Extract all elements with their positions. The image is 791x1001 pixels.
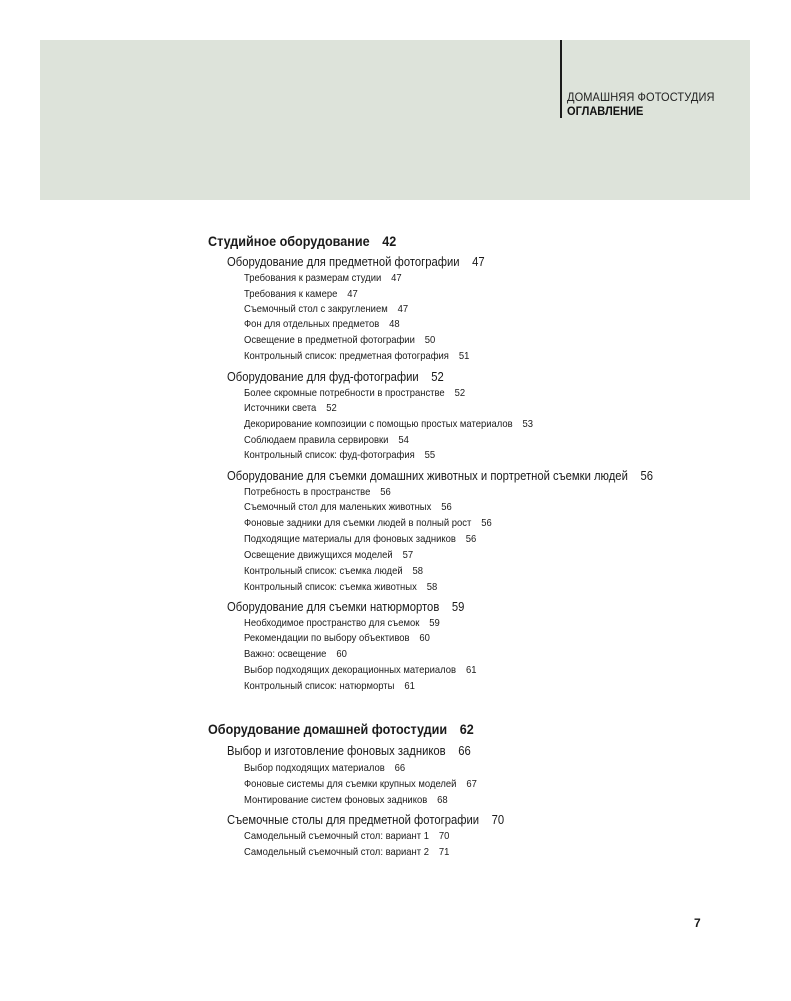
toc-entry-level-3[interactable] [244,517,492,529]
toc-entry-level-1[interactable] [208,233,396,249]
page-number: 7 [694,916,701,930]
toc-entry-page: 66 [458,744,471,758]
toc-entry-page: 48 [389,318,400,330]
toc-entry-level-3[interactable] [244,830,449,842]
header-divider [560,40,562,118]
toc-entry-title: Самодельный съемочный стол: вариант 1 [244,830,429,842]
toc-entry-level-3[interactable] [244,549,413,561]
toc-entry-title: Требования к камере [244,288,338,300]
toc-entry-page: 59 [429,617,440,629]
toc-entry-level-3[interactable] [244,794,448,806]
toc-entry-title: Фон для отдельных предметов [244,318,380,330]
toc-entry-level-3[interactable] [244,303,408,315]
toc-entry-level-3[interactable] [244,334,435,346]
toc-entry-level-3[interactable] [244,272,402,284]
toc-entry-page: 47 [347,288,358,300]
toc-entry-title: Более скромные потребности в пространстве [244,387,445,399]
book-title: ДОМАШНЯЯ ФОТОСТУДИЯ [567,90,715,104]
toc-entry-title: Контрольный список: фуд-фотография [244,449,415,461]
toc-entry-level-3[interactable] [244,846,449,858]
toc-entry-page: 68 [437,794,448,806]
toc-entry-title: Потребность в пространстве [244,486,371,498]
toc-entry-level-3[interactable] [244,288,358,300]
toc-entry-page: 52 [431,370,444,384]
toc-entry-page: 67 [466,778,477,790]
toc-entry-level-3[interactable] [244,533,476,545]
toc-entry-level-3[interactable] [244,418,533,430]
toc-entry-page: 71 [438,846,450,858]
toc-entry-title: Подходящие материалы для фоновых задников [244,533,456,545]
toc-entry-title: Монтирование систем фоновых задников [244,794,428,806]
toc-entry-level-3[interactable] [244,449,435,461]
toc-entry-level-3[interactable] [244,680,415,692]
toc-entry-page: 70 [438,830,450,842]
toc-entry-page: 66 [394,762,406,774]
toc-entry-page: 47 [391,272,402,284]
toc-entry-title: Фоновые системы для съемки крупных моделей [244,778,457,790]
toc-entry-page: 58 [426,581,438,593]
toc-entry-level-3[interactable] [244,565,423,577]
toc-entry-title: Оборудование для съемки домашних животных и портретной съемки людей [227,469,628,483]
toc-entry-level-3[interactable] [244,402,337,414]
toc-entry-level-2[interactable] [227,255,485,269]
toc-entry-title: Выбор подходящих материалов [244,762,385,774]
toc-entry-title: Требования к размерам студии [244,272,382,284]
toc-entry-level-3[interactable] [244,617,440,629]
toc-entry-title: Источники света [244,402,317,414]
toc-entry-page: 57 [402,549,414,561]
toc-entry-title: Оборудование для съемки натюрмортов [227,600,440,614]
toc-entry-page: 61 [404,680,415,692]
toc-entry-title: Фоновые задники для съемки людей в полный рост [244,517,472,529]
toc-entry-title: Оборудование для фуд-фотографии [227,370,419,384]
toc-entry-page: 55 [424,449,436,461]
toc-entry-title: Выбор и изготовление фоновых задников [227,744,446,758]
toc-entry-level-3[interactable] [244,648,347,660]
toc-entry-page: 56 [441,501,452,513]
toc-entry-page: 61 [465,664,477,676]
toc-entry-level-3[interactable] [244,486,391,498]
toc-entry-page: 56 [640,469,653,483]
toc-entry-level-3[interactable] [244,581,437,593]
toc-entry-level-2[interactable] [227,370,444,384]
toc-entry-title: Соблюдаем правила сервировки [244,434,389,446]
section-title: ОГЛАВЛЕНИЕ [567,104,644,118]
toc-entry-title: Освещение движущихся моделей [244,549,393,561]
toc-entry-level-3[interactable] [244,350,469,362]
toc-entry-title: Студийное оборудование [208,233,370,249]
toc-entry-page: 56 [481,517,492,529]
toc-entry-page: 60 [419,632,430,644]
toc-entry-page: 42 [382,233,397,249]
toc-entry-level-3[interactable] [244,762,405,774]
toc-entry-title: Освещение в предметной фотографии [244,334,415,346]
toc-entry-level-2[interactable] [227,813,504,827]
toc-entry-level-2[interactable] [227,469,653,483]
toc-entry-level-3[interactable] [244,664,476,676]
toc-entry-title: Съемочный стол с закруглением [244,303,388,315]
toc-entry-title: Оборудование домашней фотостудии [208,721,448,737]
toc-entry-title: Оборудование для предметной фотографии [227,255,460,269]
toc-entry-page: 70 [491,813,505,827]
toc-entry-level-3[interactable] [244,318,400,330]
toc-entry-page: 54 [398,434,409,446]
toc-entry-level-2[interactable] [227,600,464,614]
toc-entry-level-2[interactable] [227,744,471,758]
toc-entry-page: 52 [454,387,466,399]
toc-entry-page: 60 [336,648,347,660]
toc-entry-title: Важно: освещение [244,648,327,660]
toc-entry-page: 47 [472,255,485,269]
toc-entry-page: 56 [380,486,391,498]
toc-entry-level-3[interactable] [244,501,452,513]
toc-entry-title: Контрольный список: съемка животных [244,581,417,593]
toc-entry-level-3[interactable] [244,387,465,399]
toc-entry-title: Контрольный список: съемка людей [244,565,403,577]
toc-entry-level-3[interactable] [244,778,477,790]
toc-entry-title: Выбор подходящих декорационных материалов [244,664,457,676]
toc-entry-page: 53 [522,418,534,430]
toc-entry-title: Необходимое пространство для съемок [244,617,420,629]
toc-entry-title: Рекомендации по выбору объективов [244,632,410,644]
toc-entry-level-1[interactable] [208,721,474,737]
toc-entry-title: Декорирование композиции с помощью простых материалов [244,418,513,430]
toc-entry-title: Съемочные столы для предметной фотографии [227,813,480,827]
toc-entry-page: 58 [412,565,424,577]
toc-entry-level-3[interactable] [244,632,430,644]
toc-entry-page: 59 [451,600,465,614]
toc-entry-level-3[interactable] [244,434,409,446]
toc-entry-title: Съемочный стол для маленьких животных [244,501,432,513]
header-band [40,40,750,200]
toc-entry-page: 52 [326,402,337,414]
toc-entry-page: 47 [397,303,409,315]
toc-entry-title: Контрольный список: предметная фотография [244,350,449,362]
toc-entry-page: 50 [424,334,436,346]
toc-entry-title: Самодельный съемочный стол: вариант 2 [244,846,429,858]
toc-entry-page: 56 [465,533,477,545]
toc-entry-page: 62 [459,721,474,737]
toc-entry-title: Контрольный список: натюрморты [244,680,395,692]
toc-entry-page: 51 [458,350,470,362]
